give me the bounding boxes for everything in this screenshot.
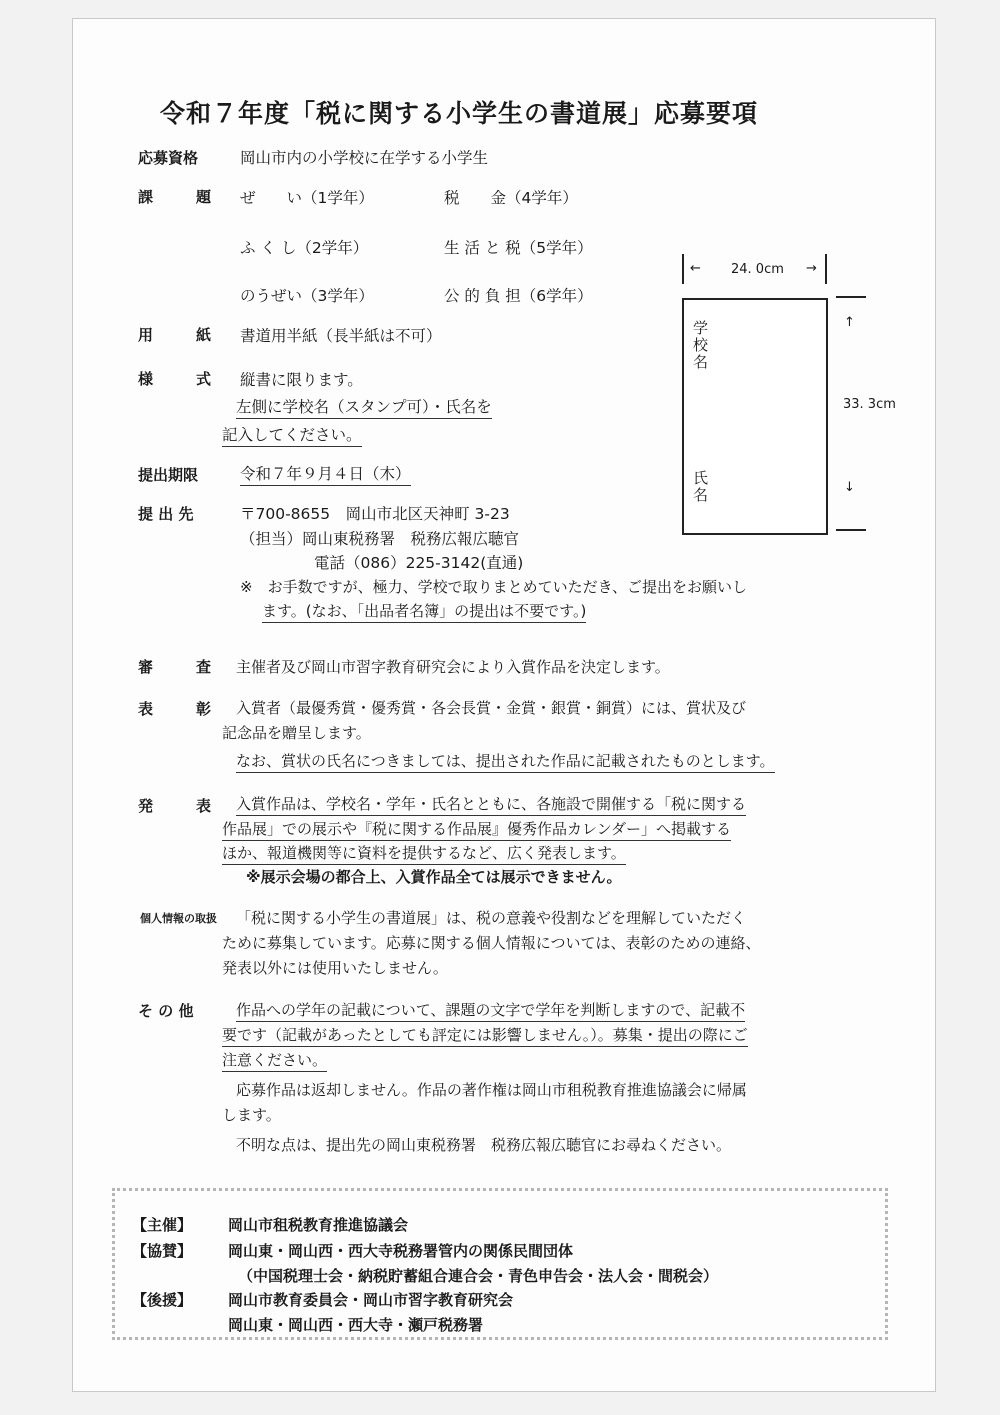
other-label: そ の 他 [138, 1002, 194, 1020]
announcement-line3: ほか、報道機関等に資料を提供するなど、広く発表します。 [222, 842, 626, 865]
width-label: 24. 0cm [731, 262, 784, 277]
height-label: 33. 3cm [843, 397, 896, 412]
other-line3: 注意ください。 [222, 1049, 327, 1072]
subject-grade3: のうぜい（3学年） [240, 287, 374, 305]
submit-label: 提 出 先 [138, 505, 194, 523]
format-line1: 縦書に限ります。 [240, 371, 363, 389]
school-name-label: 学校名 [691, 320, 709, 371]
backing-line1: 岡山市教育委員会・岡山市習字教育研究会 [228, 1291, 514, 1309]
arrow-down-icon: ↓ [844, 480, 855, 495]
other-line5: します。 [222, 1106, 281, 1124]
qualification-label: 応募資格 [138, 149, 199, 167]
backing-line2: 岡山東・岡山西・西大寺・瀬戸税務署 [228, 1316, 484, 1334]
paper-text: 書道用半紙（長半紙は不可） [240, 327, 442, 345]
other-line2: 要です（記載があったとしても評定には影響しません。）。募集・提出の際にご [222, 1024, 748, 1047]
subject-grade6: 公 的 負 担（6学年） [444, 287, 593, 305]
review-text: 主催者及び岡山市習字教育研究会により入賞作品を決定します。 [236, 658, 670, 676]
privacy-line1: 「税に関する小学生の書道展」は、税の意義や役割などを理解していただく [236, 909, 747, 927]
paper-label: 用 紙 [138, 326, 226, 344]
submit-note-line2: ます。(なお、「出品者名簿」の提出は不要です。) [262, 600, 586, 623]
review-label: 審 査 [138, 658, 226, 676]
height-tick-top [836, 296, 866, 298]
subjects-label: 課 題 [138, 188, 226, 206]
arrow-right-icon: → [806, 261, 817, 276]
format-line3: 記入してください。 [222, 423, 362, 447]
subject-grade2: ふ く し（2学年） [240, 239, 369, 257]
announcement-line4: ※展示会場の都合上、入賞作品全ては展示できません。 [246, 868, 622, 886]
award-line3: なお、賞状の氏名につきましては、提出された作品に記載されたものとします。 [236, 750, 775, 773]
support-line1: 岡山東・岡山西・西大寺税務署管内の関係民間団体 [228, 1242, 574, 1260]
submit-phone: 電話（086）225-3142(直通) [314, 554, 524, 572]
other-line1: 作品への学年の記載について、課題の文字で学年を判断しますので、記載不 [236, 999, 745, 1022]
arrow-up-icon: ↑ [844, 315, 855, 330]
announcement-line1: 入賞作品は、学校名・学年・氏名とともに、各施設で開催する「税に関する [236, 793, 746, 816]
announcement-line2: 作品展」での展示や『税に関する作品展』優秀作品カレンダー」へ掲載する [222, 818, 731, 841]
privacy-label: 個人情報の取扱 [140, 912, 217, 925]
width-tick-left [682, 254, 684, 284]
student-name-label: 氏名 [691, 470, 709, 504]
width-tick-right [825, 254, 827, 284]
format-line2: 左側に学校名（スタンプ可）・氏名を [236, 395, 492, 419]
subject-grade5: 生 活 と 税（5学年） [444, 239, 593, 257]
deadline-label: 提出期限 [138, 466, 199, 484]
height-tick-bottom [836, 529, 866, 531]
support-label: 【協賛】 [132, 1242, 193, 1260]
submit-address: 〒700-8655 岡山市北区天神町 3-23 [240, 505, 510, 523]
privacy-line3: 発表以外には使用いたしません。 [222, 959, 448, 977]
submit-note-line1: ※ お手数ですが、極力、学校で取りまとめていただき、ご提出をお願いし [240, 578, 747, 596]
other-line4: 応募作品は返却しません。作品の著作権は岡山市租税教育推進協議会に帰属 [236, 1081, 747, 1099]
format-label: 様 式 [138, 370, 226, 388]
deadline-text: 令和７年９月４日（木） [240, 462, 411, 486]
privacy-line2: ために募集しています。応募に関する個人情報については、表彰のための連絡、 [222, 934, 761, 952]
subject-grade1: ぜ い（1学年） [240, 189, 374, 207]
host-text: 岡山市租税教育推進協議会 [228, 1216, 409, 1234]
award-line2: 記念品を贈呈します。 [222, 724, 371, 742]
announcement-label: 発 表 [138, 797, 226, 815]
award-line1: 入賞者（最優秀賞・優秀賞・各会長賞・金賞・銀賞・銅賞）には、賞状及び [236, 699, 747, 717]
host-label: 【主催】 [132, 1216, 193, 1234]
backing-label: 【後援】 [132, 1291, 193, 1309]
subject-grade4: 税 金（4学年） [444, 189, 578, 207]
document-title: 令和７年度「税に関する小学生の書道展」応募要項 [160, 99, 759, 128]
submit-contact: （担当）岡山東税務署 税務広報広聴官 [240, 530, 520, 548]
arrow-left-icon: ← [690, 261, 701, 276]
award-label: 表 彰 [138, 700, 226, 718]
support-line2: （中国税理士会・納税貯蓄組合連合会・青色申告会・法人会・間税会） [238, 1267, 719, 1285]
qualification-text: 岡山市内の小学校に在学する小学生 [240, 149, 489, 167]
other-line6: 不明な点は、提出先の岡山東税務署 税務広報広聴官にお尋ねください。 [236, 1136, 732, 1154]
